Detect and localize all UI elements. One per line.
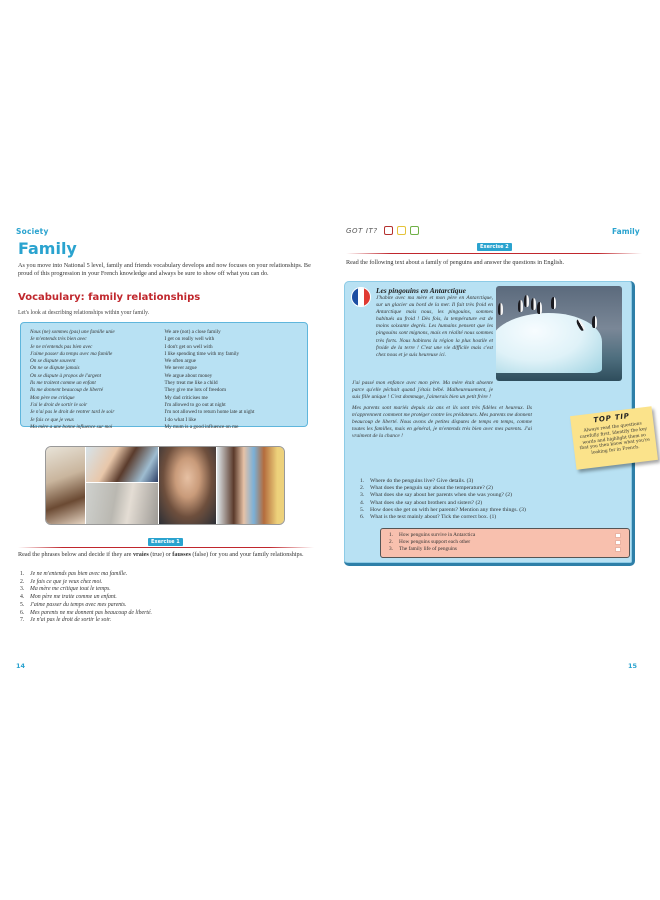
photo-family-reading-together xyxy=(86,447,158,483)
vocab-english: My mum is a good influence on me xyxy=(164,423,239,430)
vocabulary-french-column xyxy=(30,329,165,430)
vocab-english: I'm not allowed to return home late at night xyxy=(164,409,255,416)
reading-paragraph: J'ai passé mon enfance avec mon père. Ma mère était absente parce qu'elle pêchait quand j'étais bébé. Malheureusement, je suis fille unique ! C'est dommage, j'aimerais bien un petit frère ! xyxy=(352,380,493,401)
tick-box[interactable] xyxy=(615,533,621,539)
vocab-english: We are (not) a close family xyxy=(164,329,221,335)
section-label: Society xyxy=(16,227,49,236)
question-text: What does she say about brothers and sisters? (2) xyxy=(370,499,483,506)
vocab-french: Nous (ne) sommes (pas) une famille unie xyxy=(30,329,115,335)
intro-paragraph: As you move into National 5 level, family and friends vocabulary develops and now focuses on your relationships. Be proud of this progression in your French knowledge and always be sure to show off what you can do. xyxy=(18,262,311,278)
exercise-2-instructions: Read the following text about a family of penguins and answer the questions in English. xyxy=(346,259,565,266)
item-text: Je ne m'entends pas bien avec ma famille. xyxy=(30,571,128,577)
exercise-1-badge: Exercise 1 xyxy=(148,538,183,546)
page-number: 15 xyxy=(628,662,638,670)
right-page xyxy=(330,0,660,900)
answer-option[interactable] xyxy=(389,539,621,546)
item-text: Mes parents ne me donnent pas beaucoup de liberté. xyxy=(30,609,152,616)
question-number: 5. xyxy=(360,506,365,513)
item-number: 1. xyxy=(20,571,25,577)
divider xyxy=(346,253,642,254)
question-number: 2. xyxy=(360,485,365,492)
comprehension-questions xyxy=(360,478,526,521)
vocab-english: I like spending time with my family xyxy=(164,350,240,357)
option-text: How penguins support each other xyxy=(399,539,471,545)
photo-family-on-sofa xyxy=(46,447,86,524)
vocabulary-english-column xyxy=(164,329,300,430)
list-item xyxy=(20,602,152,610)
list-item xyxy=(20,594,152,602)
option-text: How penguins survive in Antarctica xyxy=(399,532,476,538)
vocab-english: I get on really well with xyxy=(164,336,215,343)
page-title: Family xyxy=(18,239,77,258)
photo-upset-girl xyxy=(159,447,217,524)
question-number: 6. xyxy=(360,514,365,521)
vocabulary-lead: Let's look at describing relationships within your family. xyxy=(18,310,150,316)
checkbox-green[interactable] xyxy=(410,226,419,235)
question-item xyxy=(360,500,526,507)
list-item xyxy=(20,610,152,618)
penguin xyxy=(524,295,529,307)
penguin xyxy=(551,297,556,309)
instruction-text: (false) for you and your family relationships. xyxy=(190,551,304,558)
list-item xyxy=(20,579,152,587)
top-tip-body: Always read the questions carefully first. Identify the key words and highlight them so that you then know what you're looking for in French. xyxy=(579,421,651,457)
vocab-english: I'm allowed to go out at night xyxy=(164,401,226,408)
iceberg xyxy=(496,313,602,373)
keyword-fausses: fausses xyxy=(172,551,191,558)
list-item xyxy=(20,586,152,594)
instruction-text: Read the phrases below and decide if they are xyxy=(18,551,133,558)
question-text: What does she say about her parents when she was young? (2) xyxy=(370,492,512,499)
question-item xyxy=(360,492,526,499)
penguin xyxy=(537,302,542,314)
photo-arguing-hands xyxy=(86,483,158,524)
item-number: 7. xyxy=(20,617,25,624)
penguin xyxy=(498,303,503,315)
option-number: 1. xyxy=(389,532,393,538)
vocab-french: Je ne m'entends pas bien avec xyxy=(30,343,93,350)
vocab-french: Je fais ce que je veux xyxy=(30,416,74,423)
vocab-english: They treat me like a child xyxy=(164,380,218,387)
answer-option[interactable] xyxy=(389,546,621,553)
question-text: What does the penguin say about the temperature? (2) xyxy=(370,485,493,492)
photo-column xyxy=(86,447,159,524)
photo-mother-and-daughter xyxy=(217,447,284,524)
section-label: Family xyxy=(612,227,640,236)
checkbox-red[interactable] xyxy=(384,226,393,235)
item-number: 5. xyxy=(20,601,25,608)
item-text: Je fais ce que je veux chez moi. xyxy=(30,578,103,585)
option-number: 2. xyxy=(389,539,393,545)
vocabulary-box xyxy=(20,322,308,430)
item-text: Ma mère me critique tout le temps. xyxy=(30,586,111,593)
family-photo-collage xyxy=(45,446,285,525)
top-tip-note xyxy=(570,406,658,470)
vocab-french: On se dispute souvent xyxy=(30,358,76,365)
divider xyxy=(18,547,314,548)
item-number: 6. xyxy=(20,609,25,616)
option-text: The family life of penguins xyxy=(399,546,457,552)
vocab-french: On se dispute à propos de l'argent xyxy=(30,372,102,379)
item-text: Je n'ai pas le droit de sortir le soir. xyxy=(30,617,112,624)
checkbox-yellow[interactable] xyxy=(397,226,406,235)
vocabulary-heading: Vocabulary: family relationships xyxy=(18,292,201,303)
vocab-french: On ne se dispute jamais xyxy=(30,365,80,372)
keyword-vraies: vraies xyxy=(132,551,149,558)
reading-title: Les pingouins en Antarctique xyxy=(376,286,466,295)
vocab-english: My dad criticises me xyxy=(164,394,208,401)
exercise-1-instructions xyxy=(18,551,314,559)
question-number: 4. xyxy=(360,499,365,506)
item-number: 3. xyxy=(20,586,25,593)
list-item xyxy=(20,571,152,579)
reading-paragraph: J'habite avec ma mère et mon père en Antarctique, sur un glacier au bord de la mer. Il fait très froid en Antarctique mais nous, les pingouins, sommes habitués au froid ! Dès fois, la température est de moins soixante degrés. Les humains pensent que les pingouins sont mignons, mais en réalité nous sommes très forts. Nous habitons la région la plus hostile et froide de la terre ! C'est une vie difficile mais c'est chez nous et je suis heureuse ici. xyxy=(376,295,493,358)
question-number: 1. xyxy=(360,478,365,484)
page-number: 14 xyxy=(16,662,26,670)
penguins-on-iceberg-photo xyxy=(496,286,622,381)
vocab-english: I do what I like xyxy=(164,416,197,423)
vocab-french: Je n'ai pas le droit de rentrer tard le soir xyxy=(30,409,115,416)
item-text: J'aime passer du temps avec mes parents. xyxy=(30,601,127,608)
vocab-english: They give me lots of freedom xyxy=(164,387,227,394)
exercise-2-badge: Exercise 2 xyxy=(477,243,512,251)
question-text: What is the text mainly about? Tick the correct box. (1) xyxy=(370,514,497,521)
got-it-self-check xyxy=(346,226,419,235)
vocab-english: I don't get on well with xyxy=(164,343,213,350)
instruction-text: (true) or xyxy=(148,551,173,558)
top-tip-title: TOP TIP xyxy=(593,411,631,425)
french-flag-icon xyxy=(351,287,371,307)
vocab-english: We argue about money xyxy=(164,372,213,379)
vocab-english: We often argue xyxy=(164,358,196,365)
vocab-french: Ils me donnent beaucoup de liberté xyxy=(30,387,104,394)
penguin xyxy=(531,298,536,310)
tick-box[interactable] xyxy=(615,540,621,546)
item-number: 2. xyxy=(20,578,25,585)
got-it-label: GOT IT? xyxy=(346,226,378,235)
question-text: How does she get on with her parents? Mention any three things. (3) xyxy=(370,506,526,513)
tick-box[interactable] xyxy=(615,547,621,553)
vocab-french: J'aime passer du temps avec ma famille xyxy=(30,350,113,357)
reading-paragraph: Mes parents sont mariés depuis six ans et ils sont très fidèles et heureux. Ils m'apprennent comment me protéger contre les prédateurs. Mes parents me donnent beaucoup de liberté. Nous avons de petites disputes de temps en temps, comme toutes les familles, mais en général, je m'entends très bien avec mes parents. J'ai vraiment de la chance ! xyxy=(352,405,532,440)
vocab-french: Ma mère a une bonne influence sur moi xyxy=(30,423,113,430)
answer-option[interactable] xyxy=(389,532,621,539)
vocab-french: Je m'entends très bien avec xyxy=(30,336,87,343)
question-item xyxy=(360,514,526,521)
vocab-french: J'ai le droit de sortir le soir xyxy=(30,401,88,408)
item-text: Mon père me traite comme un enfant. xyxy=(30,594,117,601)
question-item xyxy=(360,507,526,514)
penguin xyxy=(592,316,597,328)
question-number: 3. xyxy=(360,492,365,499)
vocab-english: We never argue xyxy=(164,365,197,372)
option-number: 3. xyxy=(389,546,393,552)
item-number: 4. xyxy=(20,594,25,601)
question-text: Where do the penguins live? Give details. (3) xyxy=(370,478,474,484)
penguin xyxy=(518,300,523,312)
vocab-french: Ils me traitent comme un enfant xyxy=(30,380,96,387)
exercise-1-list xyxy=(20,571,152,625)
vocab-french: Mon père me critique xyxy=(30,394,75,401)
answer-options-box xyxy=(380,528,630,558)
list-item xyxy=(20,617,152,625)
